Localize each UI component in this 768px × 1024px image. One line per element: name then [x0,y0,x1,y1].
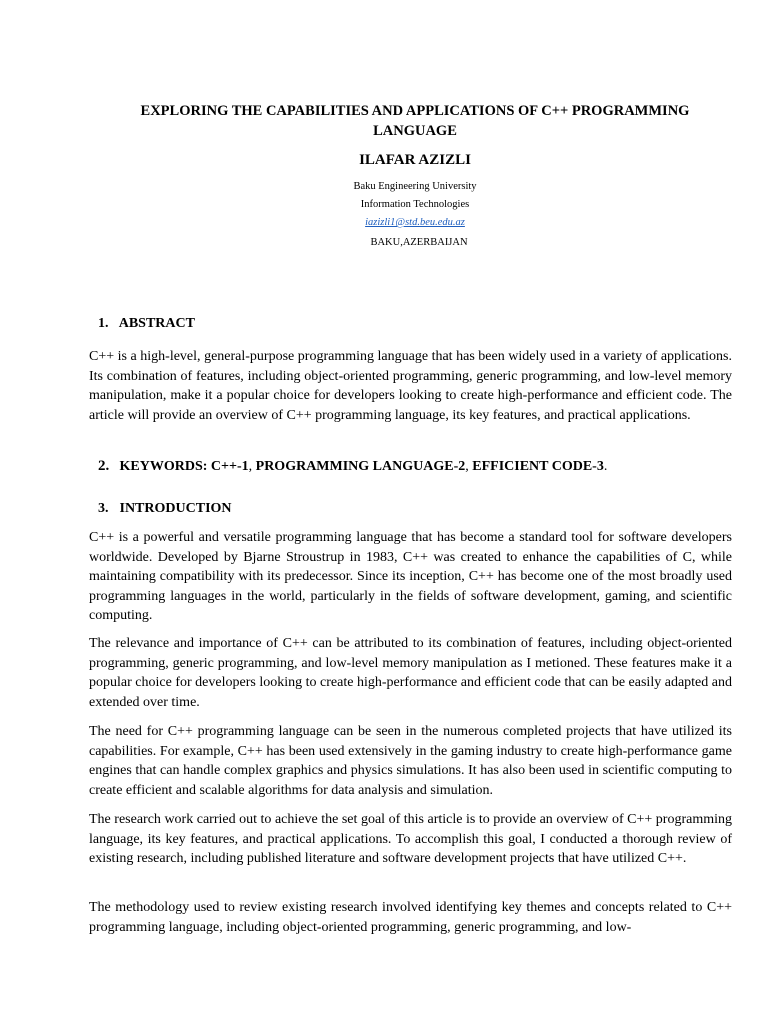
title-line-2: LANGUAGE [373,122,457,139]
author-university: Baku Engineering University [353,181,477,192]
keyword-1: C++-1 [210,459,249,474]
introduction-heading-label: INTRODUCTION [119,501,232,516]
abstract-number: 1. [98,316,109,331]
author-email-row [90,216,740,230]
introduction-heading [98,500,232,518]
author-email-link[interactable]: iazizli1@std.beu.edu.az [365,217,465,228]
intro-paragraph-5: The methodology used to review existing research involved identifying key themes and concepts related to C++ programming language, including object-oriented programming, generic programming, and low- [89,900,732,935]
intro-paragraph-3: The need for C++ programming language can be seen in the numerous completed projects that have utilized its capabilities. For example, C++ has been used extensively in the gaming industry to create high-performance game engines that can handle complex graphics and physics simulations. It has also been used in scientific computing to create efficient and scalable algorithms for data analysis and simulation. [89,724,732,798]
title-line-1: EXPLORING THE CAPABILITIES AND APPLICATIONS OF C++ PROGRAMMING [140,103,690,119]
keyword-separator-2: , [465,459,473,474]
keywords-label: KEYWORDS: [119,459,208,474]
paper-title [90,102,740,141]
introduction-number: 3. [98,501,109,516]
keyword-3: EFFICIENT CODE-3 [472,459,604,474]
abstract-text: C++ is a high-level, general-purpose programming language that has been widely used in a variety of applications. Its combination of features, including object-oriented programming, generic programming, and low-level memory manipulation, make it a popular choice for developers looking to create high-performance and efficient code. The article will provide an overview of C++ programming language, its key features, and practical applications. [89,349,732,423]
abstract-heading [98,315,195,333]
intro-paragraph-1: C++ is a powerful and versatile programming language that has become a standard tool for software developers worldwide. Developed by Bjarne Stroustrup in 1983, C++ was created to enhance the capabilities of C, while maintaining compatibility with its predecessor. Since its inception, C++ has become one of the most broadly used programming languages in the world, particularly in the fields of software development, gaming, and scientific computing. [89,530,732,624]
intro-paragraph-2: The relevance and importance of C++ can be attributed to its combination of features, including object-oriented programming, generic programming, and low-level memory manipulation as I metioned. These features make it a popular choice for developers looking to create high-performance and efficient code that can be easily adapted and extended over time. [89,636,732,710]
author-name: ILAFAR AZIZLI [359,152,471,168]
author-location: BAKU,AZERBAIJAN [370,237,468,248]
intro-paragraph-4: The research work carried out to achieve the set goal of this article is to provide an overview of C++ programming language, its key features, and practical applications. To accomplish this goal, I conducted a thorough review of existing research, including published literature and software development projects that have utilized C++. [89,812,732,867]
keywords-number: 2. [98,458,110,474]
keywords-line [98,457,607,476]
author-department: Information Technologies [360,199,470,210]
keyword-2: PROGRAMMING LANGUAGE-2 [255,459,466,474]
keyword-separator-1: , [248,459,256,474]
keywords-end: . [603,459,608,474]
abstract-heading-label: ABSTRACT [118,316,195,331]
